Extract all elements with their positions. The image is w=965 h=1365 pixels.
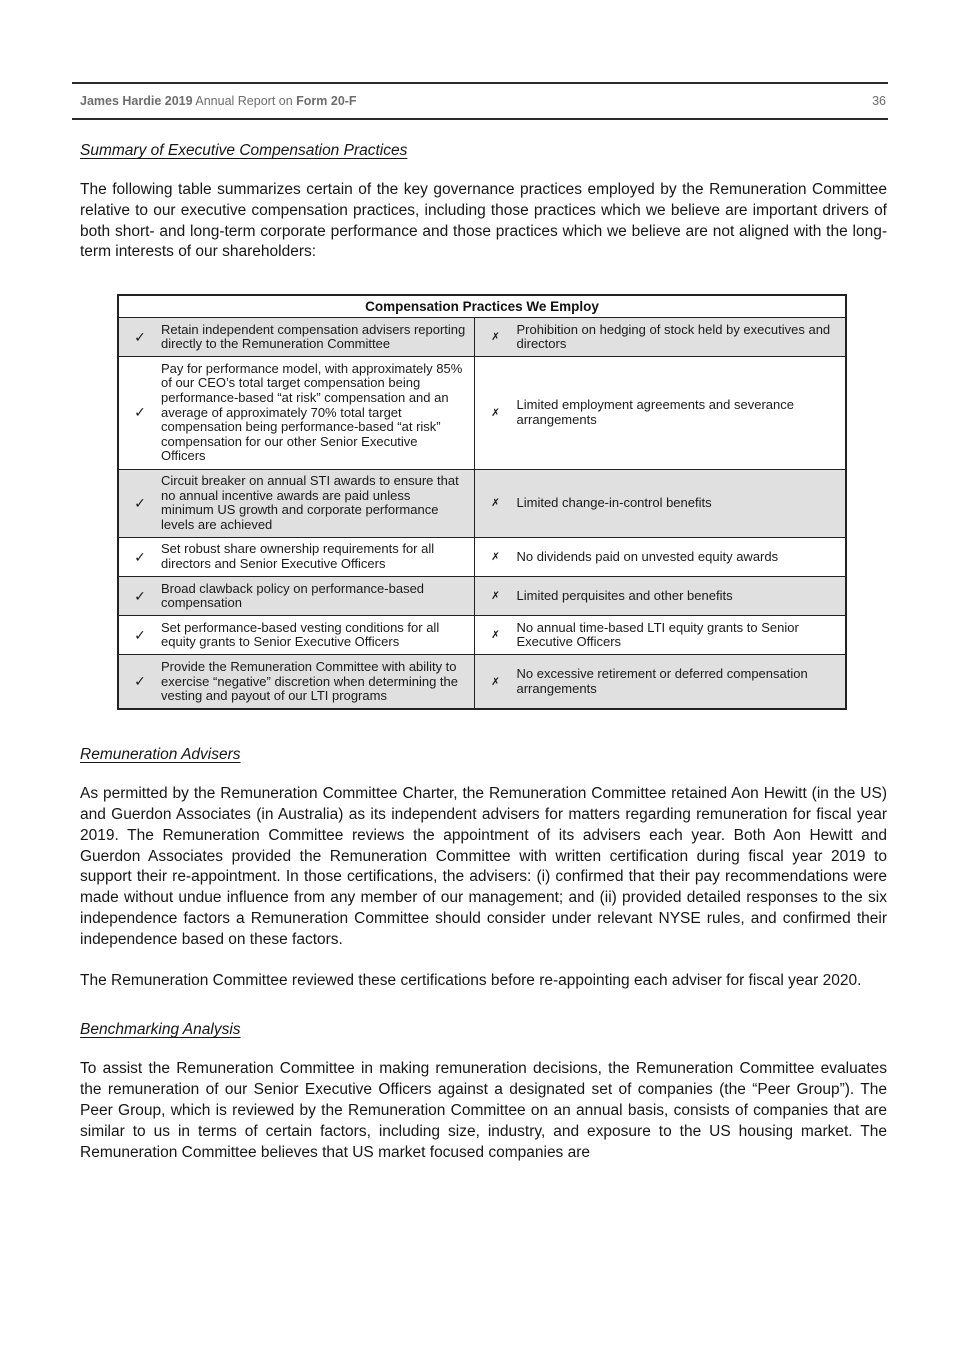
table-row xyxy=(118,616,846,655)
heading-remuneration-advisers: Remuneration Advisers xyxy=(80,746,241,764)
cross-icon: ✗ xyxy=(491,629,500,642)
check-icon: ✓ xyxy=(134,404,146,421)
practice-we-avoid-cell xyxy=(474,469,846,537)
practice-we-avoid-cell xyxy=(474,537,846,576)
table-row xyxy=(118,537,846,576)
practice-text: Limited change-in-control benefits xyxy=(516,494,712,510)
table-row xyxy=(118,357,846,469)
practice-we-avoid-cell xyxy=(474,357,846,469)
practice-text: No annual time-based LTI equity grants to Senior Executive Officers xyxy=(516,619,799,650)
cross-icon: ✗ xyxy=(491,590,500,603)
table-header-row xyxy=(118,295,846,318)
practice-text: Limited employment agreements and severance arrangements xyxy=(516,397,794,427)
report-title-form: Form 20-F xyxy=(296,94,357,108)
practice-we-avoid-cell xyxy=(474,577,846,616)
check-icon: ✓ xyxy=(134,328,146,345)
heading-benchmarking-analysis: Benchmarking Analysis xyxy=(80,1021,241,1039)
practice-we-employ-cell xyxy=(118,357,474,469)
practice-we-employ-cell xyxy=(118,469,474,537)
practice-text: Pay for performance model, with approximately 85% of our CEO’s total target compensation being performance-based “at risk” compensation and an average of approximately 70% total target compensation being performance-based “at risk” compensation for our other Senior Executive Officers xyxy=(161,360,463,464)
practice-we-employ-cell xyxy=(118,318,474,357)
practice-we-employ-cell xyxy=(118,537,474,576)
practice-text: Set performance-based vesting conditions for all equity grants to Senior Executive Officers xyxy=(161,619,440,650)
practice-we-employ-cell xyxy=(118,577,474,616)
practice-we-avoid-cell xyxy=(474,655,846,709)
advisers-paragraph-1: As permitted by the Remuneration Committee Charter, the Remuneration Committee retained Aon Hewitt (in the US) and Guerdon Associates (in Australia) as its independent advisers for matters regarding remuneration for fiscal year 2019. The Remuneration Committee reviews the appointment of its advisers each year. Both Aon Hewitt and Guerdon Associates provided the Remuneration Committee with written certification during fiscal year 2019 to support their re-appointment. In those certifications, the advisers: (i) confirmed that their pay recommendations were made without undue influence from any member of our management; and (ii) provided detailed responses to the six independence factors a Remuneration Committee should consider under relevant NYSE rules, and confirmed their independence based on these factors. xyxy=(80,785,887,948)
check-icon: ✓ xyxy=(134,626,146,643)
compensation-table-body xyxy=(118,318,846,710)
practice-text: Retain independent compensation advisers reporting directly to the Remuneration Committee xyxy=(161,321,466,352)
cross-icon: ✗ xyxy=(491,331,500,344)
table-row xyxy=(118,469,846,537)
check-icon: ✓ xyxy=(134,587,146,604)
cross-icon: ✗ xyxy=(491,406,500,419)
table-row xyxy=(118,577,846,616)
practice-text: Limited perquisites and other benefits xyxy=(516,587,733,603)
practice-text: No dividends paid on unvested equity awards xyxy=(516,548,779,564)
page-content xyxy=(0,142,965,1163)
table-row xyxy=(118,655,846,709)
benchmarking-paragraph-1: To assist the Remuneration Committee in making remuneration decisions, the Remuneration Committee evaluates the remuneration of our Senior Executive Officers against a designated set of companies (the “Peer Group”). The Peer Group, which is reviewed by the Remuneration Committee on an annual basis, consists of companies that are similar to us in terms of certain factors, including size, industry, and exposure to the US housing market. The Remuneration Committee believes that US market focused companies are xyxy=(80,1060,887,1161)
check-icon: ✓ xyxy=(134,548,146,565)
report-title-middle: Annual Report on xyxy=(192,94,297,108)
cross-icon: ✗ xyxy=(491,497,500,510)
page-number: 36 xyxy=(872,94,886,108)
check-icon: ✓ xyxy=(134,494,146,511)
heading-summary-of-executive-compensation-practices: Summary of Executive Compensation Practices xyxy=(80,142,408,159)
table-row xyxy=(118,318,846,357)
practice-text: No excessive retirement or deferred compensation arrangements xyxy=(516,666,808,696)
practice-we-employ-cell xyxy=(118,616,474,655)
report-title xyxy=(80,94,357,108)
practice-text: Provide the Remuneration Committee with ability to exercise “negative” discretion when determining the vesting and payout of our LTI programs xyxy=(161,658,458,704)
cross-icon: ✗ xyxy=(491,675,500,688)
table-title: Compensation Practices We Employ xyxy=(118,295,846,318)
practice-we-avoid-cell xyxy=(474,318,846,357)
cross-icon: ✗ xyxy=(491,551,500,563)
summary-intro-paragraph: The following table summarizes certain of the key governance practices employed by the Remuneration Committee relative to our executive compensation practices, including those practices which we believe are important drivers of both short- and long-term corporate performance and those practices which we believe are not aligned with the long-term interests of our shareholders: xyxy=(80,181,887,261)
check-icon: ✓ xyxy=(134,673,146,690)
report-title-brand: James Hardie 2019 xyxy=(80,94,193,108)
practice-text: Circuit breaker on annual STI awards to ensure that no annual incentive awards are paid unless minimum US growth and corporate performance levels are achieved xyxy=(161,473,459,532)
practice-text: Broad clawback policy on performance-based compensation xyxy=(161,580,425,611)
practice-we-employ-cell xyxy=(118,655,474,709)
practice-we-avoid-cell xyxy=(474,616,846,655)
advisers-paragraph-2: The Remuneration Committee reviewed these certifications before re-appointing each adviser for fiscal year 2020. xyxy=(80,971,862,989)
practice-text: Prohibition on hedging of stock held by executives and directors xyxy=(516,321,831,352)
practice-text: Set robust share ownership requirements for all directors and Senior Executive Officers xyxy=(161,541,435,571)
page-header xyxy=(72,82,888,120)
compensation-practices-table xyxy=(117,294,847,710)
